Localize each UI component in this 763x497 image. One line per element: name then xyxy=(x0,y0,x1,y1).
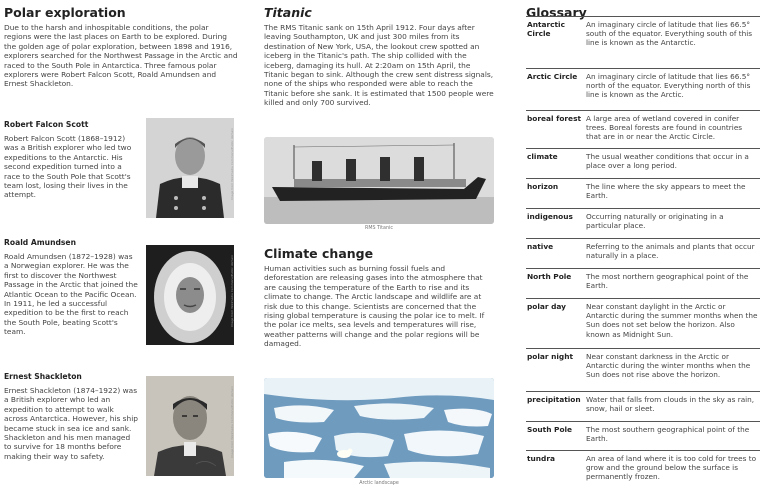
explorer-name: Ernest Shackleton xyxy=(4,372,82,381)
glossary-entry xyxy=(526,238,760,267)
glossary-term: Arctic Circle xyxy=(527,72,578,81)
explorer-name: Robert Falcon Scott xyxy=(4,120,89,129)
glossary-definition: Near constant daylight in the Arctic or Antarctic during the summer months when the Sun does not set below the horizon. Also known as Midnight Sun. xyxy=(586,302,758,339)
glossary-entry xyxy=(526,208,760,237)
glossary-entry xyxy=(526,450,760,491)
glossary-term: polar night xyxy=(527,352,573,361)
glossary-title: Glossary xyxy=(526,5,587,20)
glossary-term: native xyxy=(527,242,554,251)
glossary-column xyxy=(526,0,760,482)
glossary-entry xyxy=(526,421,760,450)
glossary-entry xyxy=(526,268,760,297)
glossary-definition: Occurring naturally or originating in a particular place. xyxy=(586,212,724,231)
glossary-term: polar day xyxy=(527,302,566,311)
glossary-definition: An imaginary circle of latitude that lies 66.5° south of the equator. Everything south of this line is known as the Antarctic. xyxy=(586,20,753,48)
titanic-photo xyxy=(264,137,494,224)
arctic-landscape-photo xyxy=(264,378,494,478)
glossary-definition: Water that falls from clouds in the sky as rain, snow, hail or sleet. xyxy=(586,395,755,414)
glossary-term: indigenous xyxy=(527,212,573,221)
glossary-entry xyxy=(526,68,760,109)
glossary-term: climate xyxy=(527,152,558,161)
explorer-name: Roald Amundsen xyxy=(4,238,76,247)
glossary-entry xyxy=(526,110,760,147)
glossary-definition: The most northern geographical point of the Earth. xyxy=(586,272,749,291)
explorer-bio: Robert Falcon Scott (1868–1912) was a British explorer who led two expeditions to the Antarctic. His second expedition turned into a race to the South Pole that Scott's team lost, losing their lives in the attempt. xyxy=(4,134,132,200)
titanic-body: The RMS Titanic sank on 15th April 1912. Four days after leaving Southampton, UK and just 300 miles from its destination of New York, USA, the lookout crew spotted an iceberg in the Titanic's path. The ship collided with the iceberg, damaging its hull. At 2:20am on 15th April, the Titanic began to sink. Although the crew sent distress signals, none of the ships who responded were able to reach the Titanic before she sank. It is estimated that 1500 people were killed and only 700 survived. xyxy=(264,23,494,108)
glossary-definition: The most southern geographical point of the Earth. xyxy=(586,425,750,444)
explorer-shackleton xyxy=(4,372,238,461)
glossary-term: North Pole xyxy=(527,272,572,281)
glossary-definition: The usual weather conditions that occur in a place over a long period. xyxy=(586,152,749,171)
polar-exploration-intro: Due to the harsh and inhospitable conditions, the polar regions were the last places on Earth to be explored. During the golden age of polar exploration, between 1898 and 1916, explorers searched for the Northwest Passage in the Arctic and raced to the South Pole in Antarctica. Three famous polar explorers were Robert Falcon Scott, Roald Amundsen and Ernest Shackleton. xyxy=(4,23,238,89)
amundsen-portrait-photo xyxy=(146,245,234,345)
glossary-definition: Referring to the animals and plants that occur naturally in a place. xyxy=(586,242,755,261)
glossary-term: South Pole xyxy=(527,425,573,434)
titanic-climate-column xyxy=(264,0,496,486)
glossary-entry xyxy=(526,391,760,420)
glossary-definition: An imaginary circle of latitude that lies 66.5° north of the equator. Everything north of this line is known as the Arctic. xyxy=(586,72,751,100)
climate-change-section xyxy=(264,244,496,349)
arctic-landscape-caption: Arctic landscape xyxy=(359,481,399,486)
glossary-term: Antarctic Circle xyxy=(527,20,565,39)
glossary-term: precipitation xyxy=(527,395,581,404)
glossary-entry xyxy=(526,348,760,387)
climate-change-title: Climate change xyxy=(264,246,374,261)
shackleton-portrait-photo xyxy=(146,376,234,476)
explorer-bio: Ernest Shackleton (1874–1922) was a British explorer who led an expedition to attempt to walk across Antarctica. However, his ship became stuck in sea ice and sank. Shackleton and his men managed to survive for 18 months before making their way to safety. xyxy=(4,386,138,461)
climate-change-body: Human activities such as burning fossil fuels and deforestation are releasing gases into the atmosphere that are causing the temperature of the Earth to rise and its climate to change. The Arctic landscape and wildlife are at risk due to this change. Scientists are concerned that the rising global temperature is causing the polar ice to melt. If the polar ice melts, sea levels and temperatures will rise, weather patterns will change and the polar regions will be damaged. xyxy=(264,264,485,349)
glossary-entry xyxy=(526,16,760,67)
glossary-term: boreal forest xyxy=(527,114,582,123)
explorer-scott xyxy=(4,120,238,201)
photo-credit: Image from Wikimedia Commons/Public domain xyxy=(230,386,234,459)
scott-portrait-photo xyxy=(146,118,234,218)
glossary-entry xyxy=(526,148,760,177)
glossary-term: horizon xyxy=(527,182,559,191)
explorer-amundsen xyxy=(4,238,238,337)
glossary-entry xyxy=(526,298,760,347)
glossary-definition: A large area of wetland covered in conifer trees. Boreal forests are found in countries that are in or near the Arctic Circle. xyxy=(586,114,743,142)
titanic-title: Titanic xyxy=(264,5,312,20)
glossary-definition: Near constant darkness in the Arctic or Antarctic during the winter months when the Sun does not rise above the horizon. xyxy=(586,352,751,380)
titanic-caption: RMS Titanic xyxy=(365,226,393,231)
polar-exploration-title: Polar exploration xyxy=(4,5,126,20)
photo-credit: Image from Wikimedia Commons/Public domain xyxy=(230,255,234,328)
photo-credit: Image from Wikimedia Commons/Public domain xyxy=(230,128,234,201)
glossary-definition: An area of land where it is too cold for trees to grow and the ground below the surface is permanently frozen. xyxy=(586,454,757,482)
glossary-term: tundra xyxy=(527,454,555,463)
glossary-definition: The line where the sky appears to meet the Earth. xyxy=(586,182,746,201)
explorer-bio: Roald Amundsen (1872–1928) was a Norwegian explorer. He was the first to discover the Northwest Passage in the Arctic that joined the Atlantic Ocean to the Pacific Ocean. In 1911, he led a successful expedition to be the first to reach the South Pole, beating Scott's team. xyxy=(4,252,138,337)
glossary-entry xyxy=(526,178,760,207)
polar-exploration-column xyxy=(4,0,238,461)
